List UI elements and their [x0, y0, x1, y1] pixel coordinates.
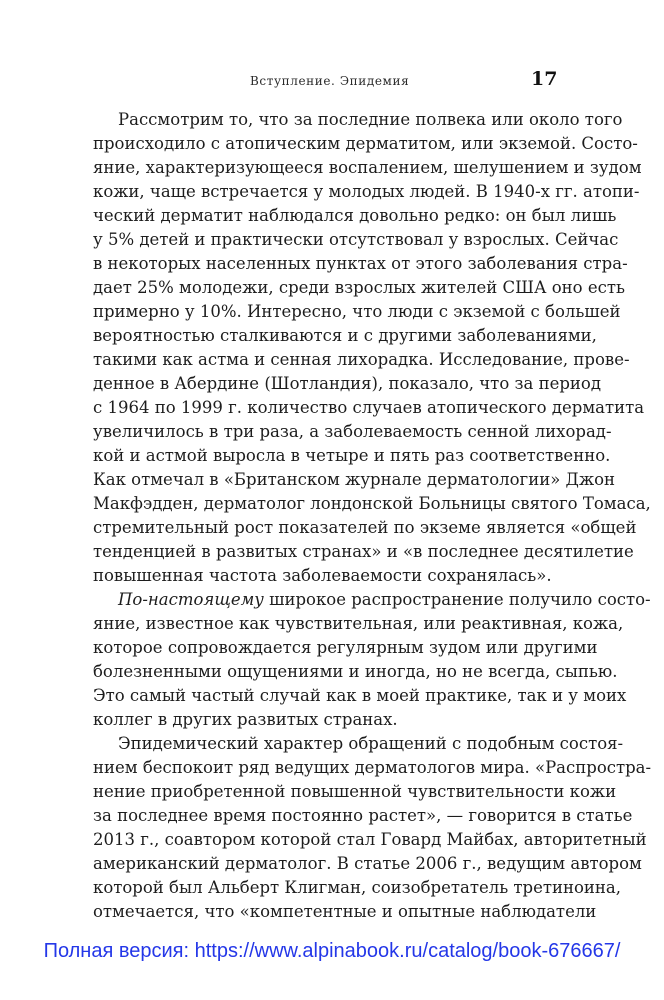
text-line: отмечается, что «компетентные и опытные наблюдатели: [93, 902, 597, 921]
text-line: дает 25% молодежи, среди взрослых жителей США оно есть: [93, 278, 625, 297]
text-line: 2013 г., соавтором которой стал Говард Майбах, авторитетный: [93, 830, 647, 849]
text-line: которой был Альберт Клигман, соизобретатель третиноина,: [93, 878, 622, 897]
text-line: тенденцией в развитых странах» и «в последнее десятилетие: [93, 542, 634, 561]
text-line: [93, 588, 651, 612]
text-line: такими как астма и сенная лихорадка. Исследование, прове-: [93, 350, 630, 369]
text-line: вероятностью сталкиваются и с другими заболеваниями,: [93, 326, 597, 345]
body-text: [93, 108, 652, 924]
text-line: происходило с атопическим дерматитом, или экземой. Состо-: [93, 134, 638, 153]
text-line: Как отмечал в «Британском журнале дерматологии» Джон: [93, 470, 616, 489]
text-line: Это самый частый случай как в моей практике, так и у моих: [93, 686, 627, 705]
text-line: у 5% детей и практически отсутствовал у взрослых. Сейчас: [93, 230, 619, 249]
running-head: Вступление. Эпидемия: [250, 74, 410, 88]
text-line: кожи, чаще встречается у молодых людей. В 1940-х гг. атопи-: [93, 182, 640, 201]
text-line: яние, характеризующееся воспалением, шелушением и зудом: [93, 158, 642, 177]
text-line: нием беспокоит ряд ведущих дерматологов мира. «Распростра-: [93, 758, 652, 777]
text-line: кой и астмой выросла в четыре и пять раз соответственно.: [93, 446, 611, 465]
paragraph-2: [93, 588, 651, 732]
page-number: 17: [531, 68, 558, 90]
text-line: которое сопровождается регулярным зудом или другими: [93, 638, 598, 657]
text-line: увеличилось в три раза, а заболеваемость сенной лихорад-: [93, 422, 612, 441]
text-line: Макфэдден, дерматолог лондонской Больницы святого Томаса,: [93, 494, 651, 513]
text-line: денное в Абердине (Шотландия), показало, что за период: [93, 374, 601, 393]
text-line: американский дерматолог. В статье 2006 г., ведущим автором: [93, 854, 642, 873]
text-line: примерно у 10%. Интересно, что люди с экземой с большей: [93, 302, 621, 321]
text-line: болезненными ощущениями и иногда, но не всегда, сыпью.: [93, 662, 618, 681]
text-line: коллег в других развитых странах.: [93, 710, 398, 729]
text-line: Эпидемический характер обращений с подобным состоя-: [118, 734, 624, 753]
text-line: повышенная частота заболеваемости сохранялась».: [93, 566, 552, 585]
italic-emphasis: По-настоящему: [118, 590, 264, 609]
full-version-link[interactable]: Полная версия: https://www.alpinabook.ru/catalog/book-676667/: [43, 940, 621, 962]
text-line: за последнее время постоянно растет», — говорится в статье: [93, 806, 633, 825]
text-line: ческий дерматит наблюдался довольно редко: он был лишь: [93, 206, 617, 225]
text-line: Рассмотрим то, что за последние полвека или около того: [118, 110, 623, 129]
text-line: яние, известное как чувствительная, или реактивная, кожа,: [93, 614, 624, 633]
text-line: с 1964 по 1999 г. количество случаев атопического дерматита: [93, 398, 645, 417]
text-line: нение приобретенной повышенной чувствительности кожи: [93, 782, 617, 801]
text-line: в некоторых населенных пунктах от этого заболевания стра-: [93, 254, 628, 273]
paragraph-3: [93, 732, 652, 924]
text-run: широкое распространение получило состо-: [263, 590, 651, 609]
text-line: стремительный рост показателей по экземе является «общей: [93, 518, 637, 537]
paragraph-1: [93, 108, 651, 588]
